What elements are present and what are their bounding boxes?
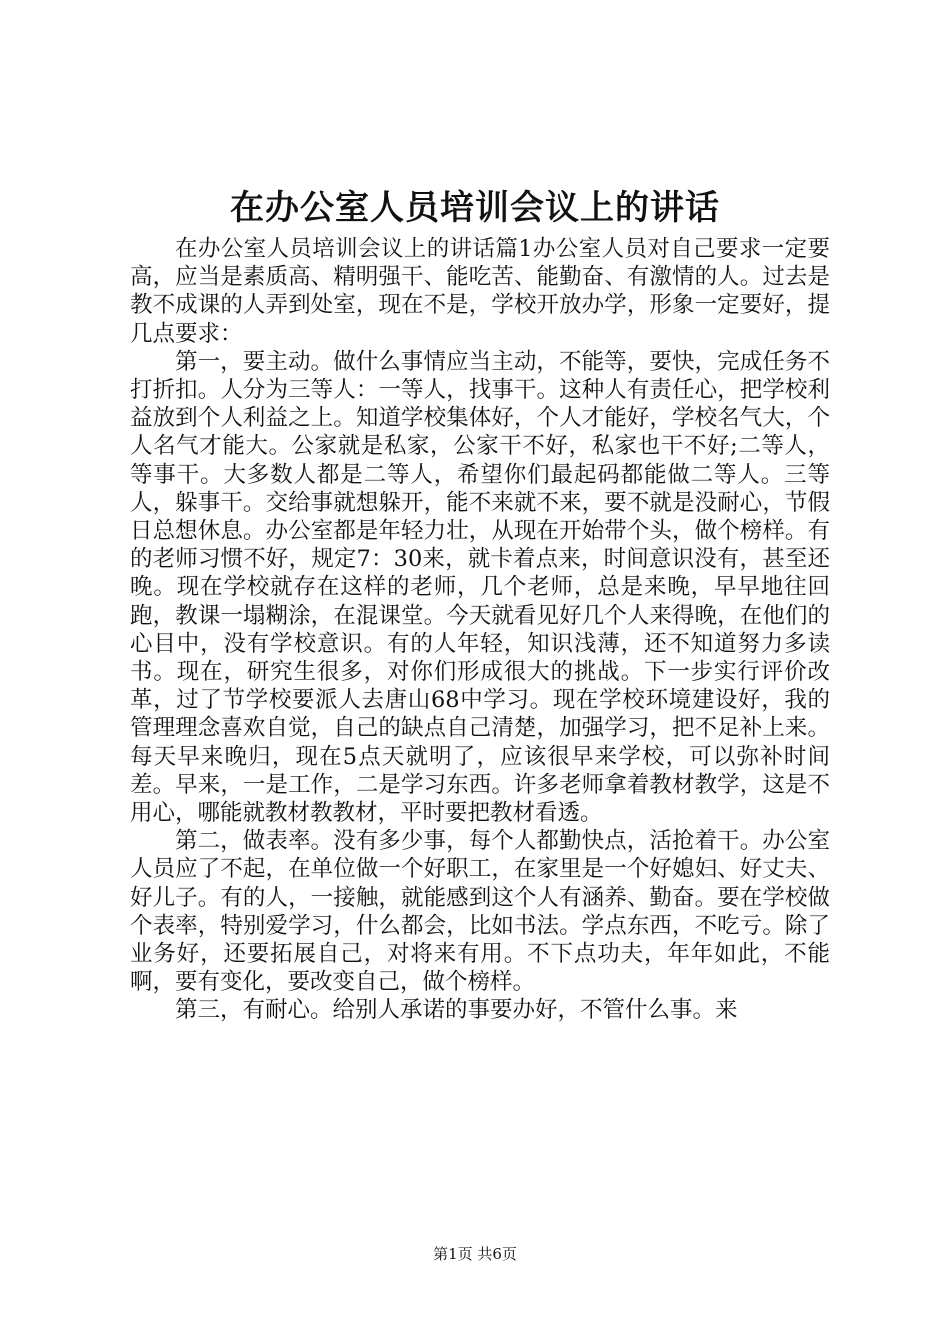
paragraph-third-point: 第三，有耐心。给别人承诺的事要办好，不管什么事。来 (175, 997, 738, 1024)
document-title: 在办公室人员培训会议上的讲话 (230, 188, 720, 228)
paragraph-first-point: 第一，要主动。做什么事情应当主动，不能等，要快，完成任务不打折扣。人分为三等人：一等人，找事干。这种人有责任心，把学校利益放到个人利益之上。知道学校集体好，个人才能好，学校名气大，个人名气才能大。公家就是私家，公家干不好，私家也干不好;二等人，等事干。大多数人都是二等人，希望你们最起码都能做二等人。三等人，躲事干。交给事就想躲开，能不来就不来，要不就是没耐心，节假日总想休息。办公室都是年轻力壮，从现在开始带个头，做个榜样。有的老师习惯不好，规定7：30来，就卡着点来，时间意识没有，甚至还晚。现在学校就存在这样的老师，几个老师，总是来晚，早早地往回跑，教课一塌糊涂，在混课堂。今天就看见好几个人来得晚，在他们的心目中，没有学校意识。有的人年轻，知识浅薄，还不知道努力多读书。现在，研究生很多，对你们形成很大的挑战。下一步实行评价改革，过了节学校要派人去唐山68中学习。现在学校环境建设好，我的管理理念喜欢自觉，自己的缺点自己清楚，加强学习，把不足补上来。每天早来晚归，现在5点天就明了，应该很早来学校，可以弥补时间差。早来，一是工作，二是学习东西。许多老师拿着教材教学，这是不用心，哪能就教材教教材，平时要把教材看透。 (130, 348, 830, 827)
paragraph-intro: 在办公室人员培训会议上的讲话篇1办公室人员对自己要求一定要高，应当是素质高、精明强干、能吃苦、能勤奋、有激情的人。过去是教不成课的人弄到处室，现在不是，学校开放办学，形象一定要好，提几点要求： (130, 236, 830, 347)
page-number-footer: 第1页 共6页 (433, 1245, 517, 1263)
document-body (130, 235, 830, 1025)
paragraph-second-point: 第二，做表率。没有多少事，每个人都勤快点，活抢着干。办公室人员应了不起，在单位做一个好职工，在家里是一个好媳妇、好丈夫、好儿子。有的人，一接触，就能感到这个人有涵养、勤奋。要在学校做个表率，特别爱学习，什么都会，比如书法。学点东西，不吃亏。除了业务好，还要拓展自己，对将来有用。不下点功夫，年年如此，不能啊，要有变化，要改变自己，做个榜样。 (130, 828, 830, 996)
